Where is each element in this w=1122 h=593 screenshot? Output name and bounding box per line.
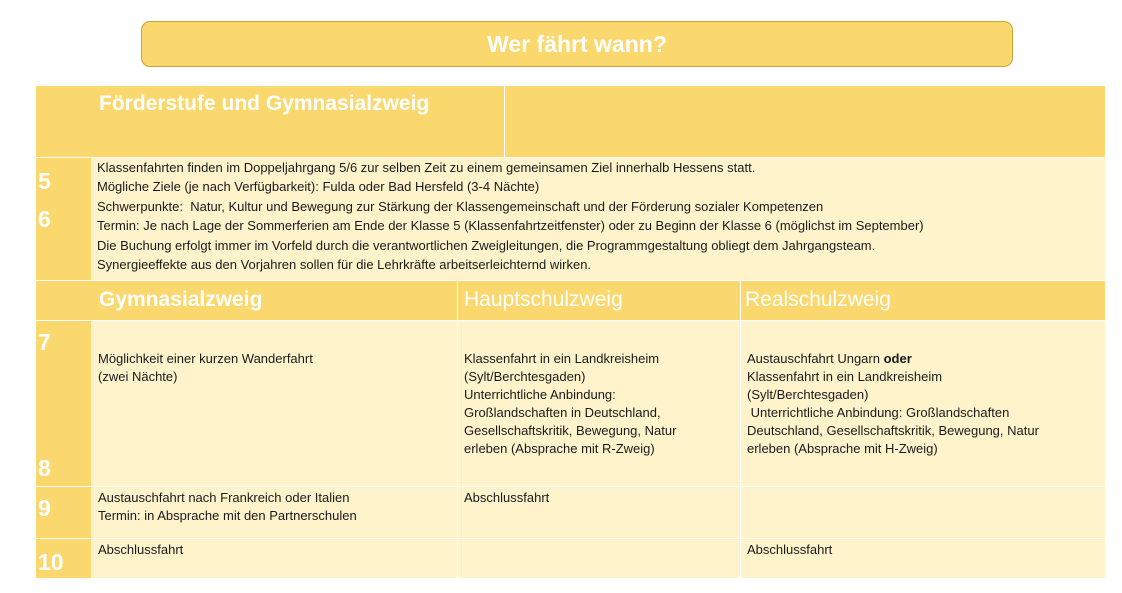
grade-7: 7 bbox=[38, 329, 51, 355]
row78-realschul-line1 bbox=[747, 350, 912, 368]
row78-realschul-oder: oder bbox=[883, 351, 912, 366]
row78-hauptschul-cell bbox=[457, 320, 740, 486]
grade-6: 6 bbox=[38, 206, 51, 232]
row9-gymnasial-cell bbox=[91, 486, 457, 538]
grade-8: 8 bbox=[38, 455, 51, 481]
row10-hauptschul-cell bbox=[457, 538, 740, 578]
section-56-line: Schwerpunkte: Natur, Kultur und Bewegung zur Stärkung der Klassengemeinschaft und der Förderung sozialer Kompetenzen bbox=[97, 199, 824, 214]
col-header-hauptschul-cell bbox=[457, 280, 740, 320]
grade-5: 5 bbox=[38, 168, 51, 194]
grade-78-cell bbox=[36, 320, 91, 486]
row9-realschul-cell bbox=[740, 486, 1105, 538]
row9-gymnasial-text: Austauschfahrt nach Frankreich oder Italien Termin: in Absprache mit den Partnerschulen bbox=[98, 490, 357, 523]
row9-hauptschul-cell bbox=[457, 486, 740, 538]
header-foerderstufe-cell bbox=[91, 86, 504, 157]
col-header-realschul: Realschulzweig bbox=[745, 288, 891, 311]
grade-column-header bbox=[36, 86, 91, 157]
col-header-gymnasial: Gymnasialzweig bbox=[99, 288, 263, 311]
grade-header-spacer bbox=[36, 280, 91, 320]
row10-gymnasial-text: Abschlussfahrt bbox=[98, 542, 184, 557]
row78-hauptschul-text: Klassenfahrt in ein Landkreisheim (Sylt/Berchtesgaden) Unterrichtliche Anbindung: Großlandschaften in Deutschland, Gesellschaftskritik, Bewegung, Natur erleben (Absprache mit R-Zweig) bbox=[464, 351, 677, 456]
row78-realschul-a: Austauschfahrt Ungarn bbox=[747, 351, 884, 366]
grade-10-cell bbox=[36, 538, 91, 578]
grade-9-cell bbox=[36, 486, 91, 538]
row78-gymnasial-cell bbox=[91, 320, 457, 486]
col-header-gymnasial-cell bbox=[91, 280, 457, 320]
grade-56-cell bbox=[36, 157, 91, 280]
row10-realschul-text: Abschlussfahrt bbox=[747, 542, 833, 557]
section-56-line: Mögliche Ziele (je nach Verfügbarkeit): Fulda oder Bad Hersfeld (3-4 Nächte) bbox=[97, 179, 540, 194]
col-header-hauptschul: Hauptschulzweig bbox=[464, 288, 623, 311]
header-empty-cell bbox=[504, 86, 1105, 157]
row78-realschul-text: Klassenfahrt in ein Landkreisheim (Sylt/Berchtesgaden) Unterrichtliche Anbindung: Großlandschaften Deutschland, Gesellschaftskritik, Bewegung, Natur erleben (Absprache mit H-Zweig) bbox=[747, 369, 1039, 456]
row10-gymnasial-cell bbox=[91, 538, 457, 578]
section-56-line: Termin: Je nach Lage der Sommerferien am Ende der Klasse 5 (Klassenfahrtzeitfenster) oder zu Beginn der Klasse 6 (möglichst im September) bbox=[97, 218, 924, 233]
section-56-content bbox=[91, 157, 1105, 280]
section-56-line: Die Buchung erfolgt immer im Vorfeld durch die verantwortlichen Zweigleitungen, die Programmgestaltung obliegt dem Jahrgangsteam. bbox=[97, 238, 876, 253]
grade-9: 9 bbox=[38, 495, 51, 521]
row10-realschul-cell bbox=[740, 538, 1105, 578]
row9-hauptschul-text: Abschlussfahrt bbox=[464, 490, 550, 505]
grade-10: 10 bbox=[38, 549, 64, 575]
header-foerderstufe: Förderstufe und Gymnasialzweig bbox=[99, 92, 430, 115]
section-56-line: Synergieeffekte aus den Vorjahren sollen für die Lehrkräfte arbeitserleichternd wirken. bbox=[97, 257, 592, 272]
col-header-realschul-cell bbox=[740, 280, 1105, 320]
section-56-line: Klassenfahrten finden im Doppeljahrgang 5/6 zur selben Zeit zu einem gemeinsamen Ziel innerhalb Hessens statt. bbox=[97, 160, 756, 175]
row78-gymnasial-text: Möglichkeit einer kurzen Wanderfahrt (zwei Nächte) bbox=[98, 351, 313, 384]
page-title: Wer fährt wann? bbox=[141, 21, 1013, 67]
row78-realschul-cell bbox=[740, 320, 1105, 486]
